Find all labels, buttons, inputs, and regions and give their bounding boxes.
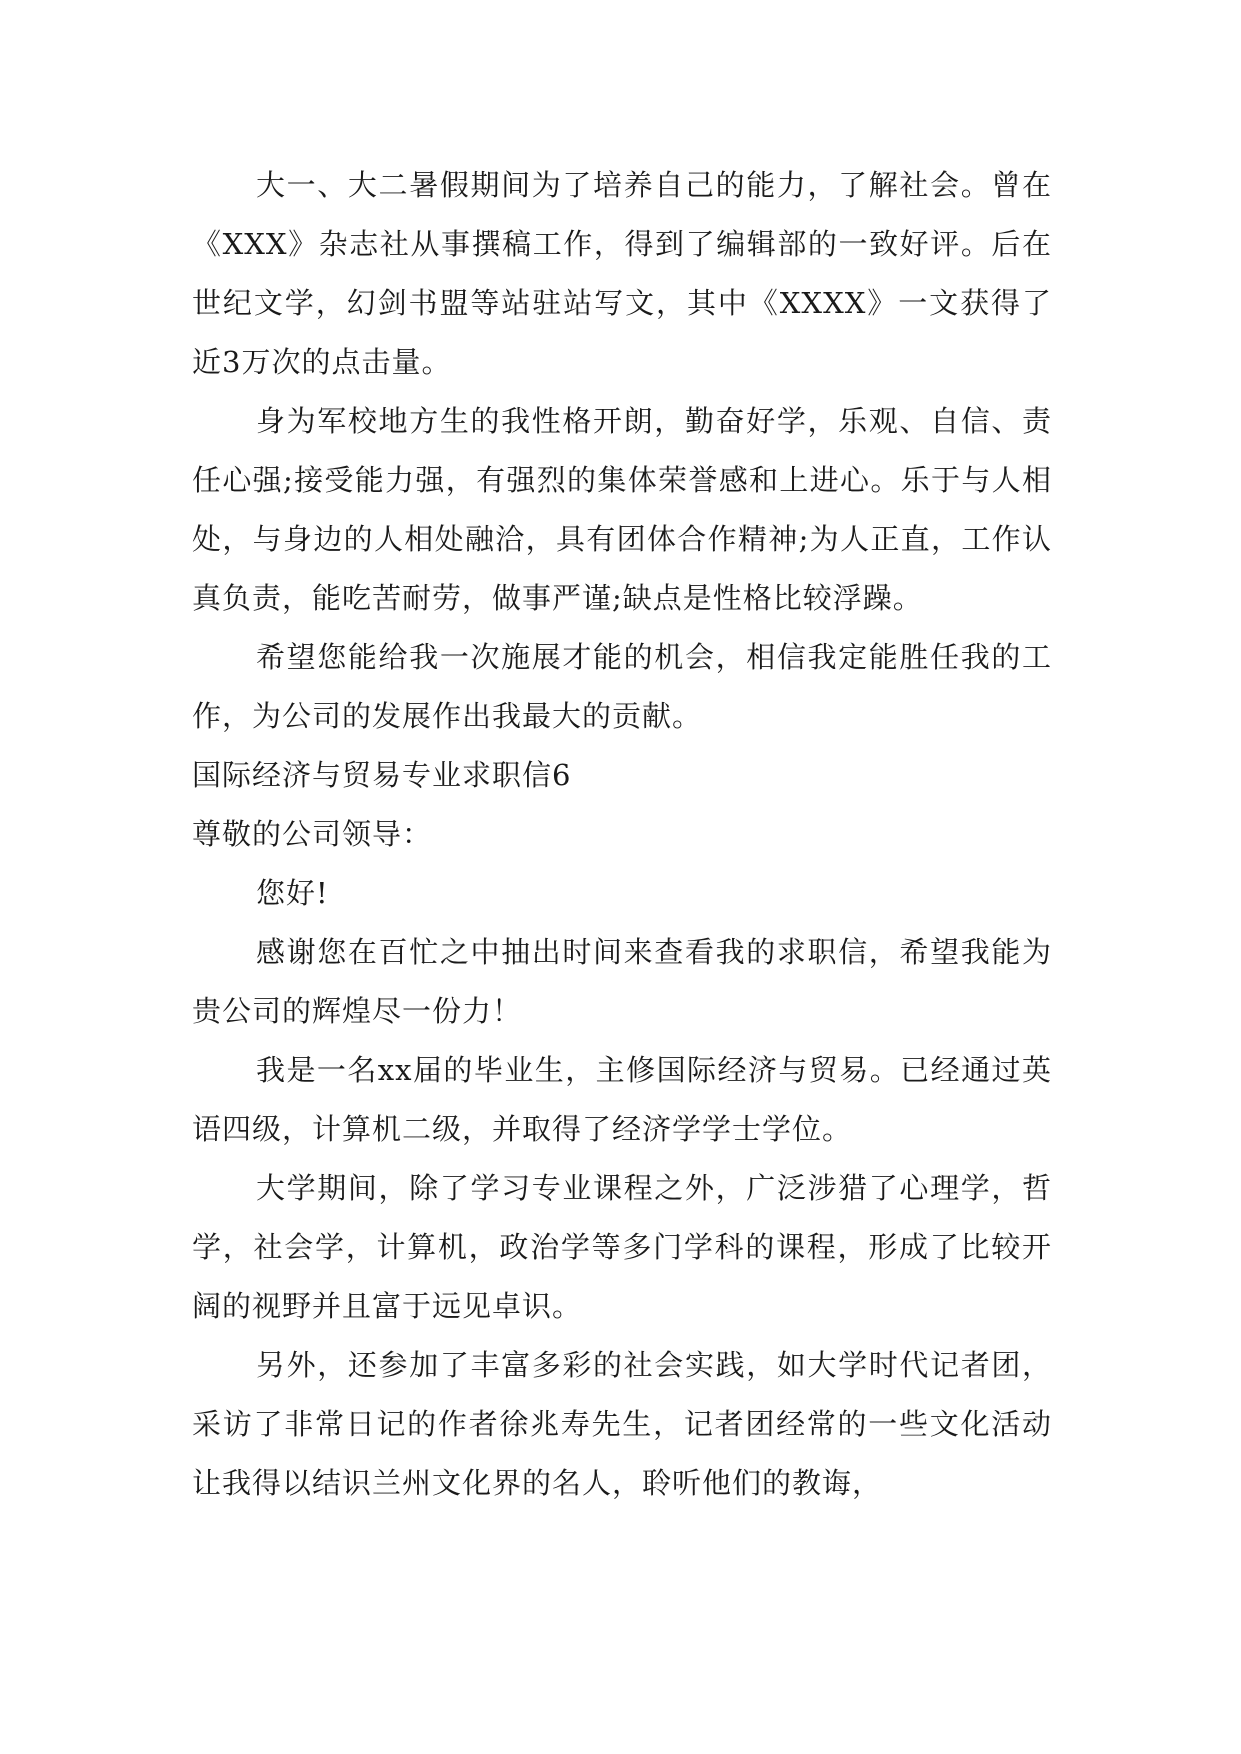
- paragraph-hope: 希望您能给我一次施展才能的机会，相信我定能胜任我的工作，为公司的发展作出我最大的贡献。: [192, 640, 1052, 733]
- paragraph-university: 大学期间，除了学习专业课程之外，广泛涉猎了心理学，哲学，社会学，计算机，政治学等多门学科的课程，形成了比较开阔的视野并且富于远见卓识。: [192, 1171, 1052, 1323]
- salutation: 尊敬的公司领导：: [192, 817, 433, 851]
- section-title: 国际经济与贸易专业求职信6: [192, 758, 572, 792]
- paragraph-social-practice: 另外，还参加了丰富多彩的社会实践，如大学时代记者团，采访了非常日记的作者徐兆寿先生，记者团经常的一些文化活动让我得以结识兰州文化界的名人，聆听他们的教诲，: [192, 1348, 1052, 1500]
- paragraph-personality: 身为军校地方生的我性格开朗，勤奋好学，乐观、自信、责任心强;接受能力强，有强烈的集体荣誉感和上进心。乐于与人相处，与身边的人相处融洽，具有团体合作精神;为人正直，工作认真负责，能吃苦耐劳，做事严谨;缺点是性格比较浮躁。: [192, 404, 1052, 615]
- document-body: [192, 156, 1052, 1513]
- paragraph-graduate: 我是一名xx届的毕业生，主修国际经济与贸易。已经通过英语四级，计算机二级，并取得了经济学学士学位。: [192, 1053, 1052, 1146]
- greeting: 您好!: [256, 876, 329, 910]
- paragraph-thanks: 感谢您在百忙之中抽出时间来查看我的求职信，希望我能为贵公司的辉煌尽一份力！: [192, 935, 1052, 1028]
- paragraph-summer-work: 大一、大二暑假期间为了培养自己的能力，了解社会。曾在《XXX》杂志社从事撰稿工作，得到了编辑部的一致好评。后在世纪文学，幻剑书盟等站驻站写文，其中《XXXX》一文获得了近3万次的点击量。: [192, 168, 1052, 379]
